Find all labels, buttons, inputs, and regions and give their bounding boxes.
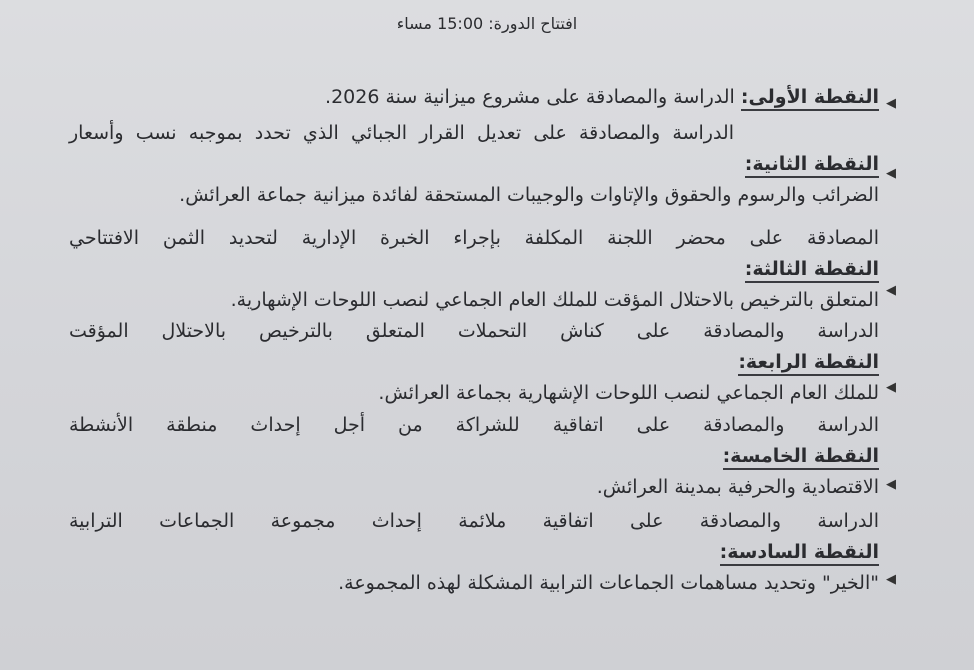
bullet-icon: ◀ xyxy=(886,572,896,587)
agenda-item-text: الدراسة والمصادقة على مشروع ميزانية سنة 2026. xyxy=(325,86,735,108)
agenda-item-6 xyxy=(69,506,879,599)
agenda-item-text: الضرائب والرسوم والحقوق والإتاوات والوجيبات المستحقة لفائدة ميزانية جماعة العرائش. xyxy=(179,184,879,206)
agenda-item-title: النقطة السادسة: xyxy=(720,541,879,566)
bullet-icon: ◀ xyxy=(886,166,896,181)
bullet-icon: ◀ xyxy=(886,477,896,492)
agenda-item-text: المتعلق بالترخيص بالاحتلال المؤقت للملك العام الجماعي لنصب اللوحات الإشهارية. xyxy=(230,289,879,311)
agenda-item-5 xyxy=(69,410,879,503)
bullet-icon: ◀ xyxy=(886,283,896,298)
agenda-item-title: النقطة الثانية: xyxy=(745,153,879,178)
agenda-item-2 xyxy=(69,118,879,211)
agenda-item-text: الدراسة والمصادقة على اتفاقية ملائمة إحداث مجموعة الجماعات الترابية xyxy=(69,510,879,532)
agenda-item-title: النقطة الثالثة: xyxy=(745,258,879,283)
agenda-item-1 xyxy=(69,82,879,113)
agenda-item-title: النقطة الأولى: xyxy=(741,86,879,111)
agenda-item-4 xyxy=(69,316,879,409)
agenda-item-text: "الخير" وتحديد مساهمات الجماعات الترابية المشكلة لهذه المجموعة. xyxy=(338,572,879,594)
agenda-item-text: الاقتصادية والحرفية بمدينة العرائش. xyxy=(596,476,879,498)
bullet-icon: ◀ xyxy=(886,96,896,111)
bullet-icon: ◀ xyxy=(886,380,896,395)
agenda-item-text: المصادقة على محضر اللجنة المكلفة بإجراء الخبرة الإدارية لتحديد الثمن الافتتاحي xyxy=(69,227,879,249)
agenda-item-title: النقطة الرابعة: xyxy=(738,351,879,376)
agenda-item-text: الدراسة والمصادقة على كناش التحملات المتعلق بالترخيص بالاحتلال المؤقت xyxy=(69,320,879,342)
agenda-item-text: للملك العام الجماعي لنصب اللوحات الإشهارية بجماعة العرائش. xyxy=(378,382,879,404)
agenda-item-text: الدراسة والمصادقة على تعديل القرار الجبائي الذي تحدد بموجبه نسب وأسعار xyxy=(69,122,734,144)
agenda-item-text: الدراسة والمصادقة على اتفاقية للشراكة من أجل إحداث منطقة الأنشطة xyxy=(69,414,879,436)
agenda-item-3 xyxy=(69,223,879,316)
session-opening-time: افتتاح الدورة: 15:00 مساء xyxy=(396,14,578,33)
agenda-item-title: النقطة الخامسة: xyxy=(723,445,879,470)
